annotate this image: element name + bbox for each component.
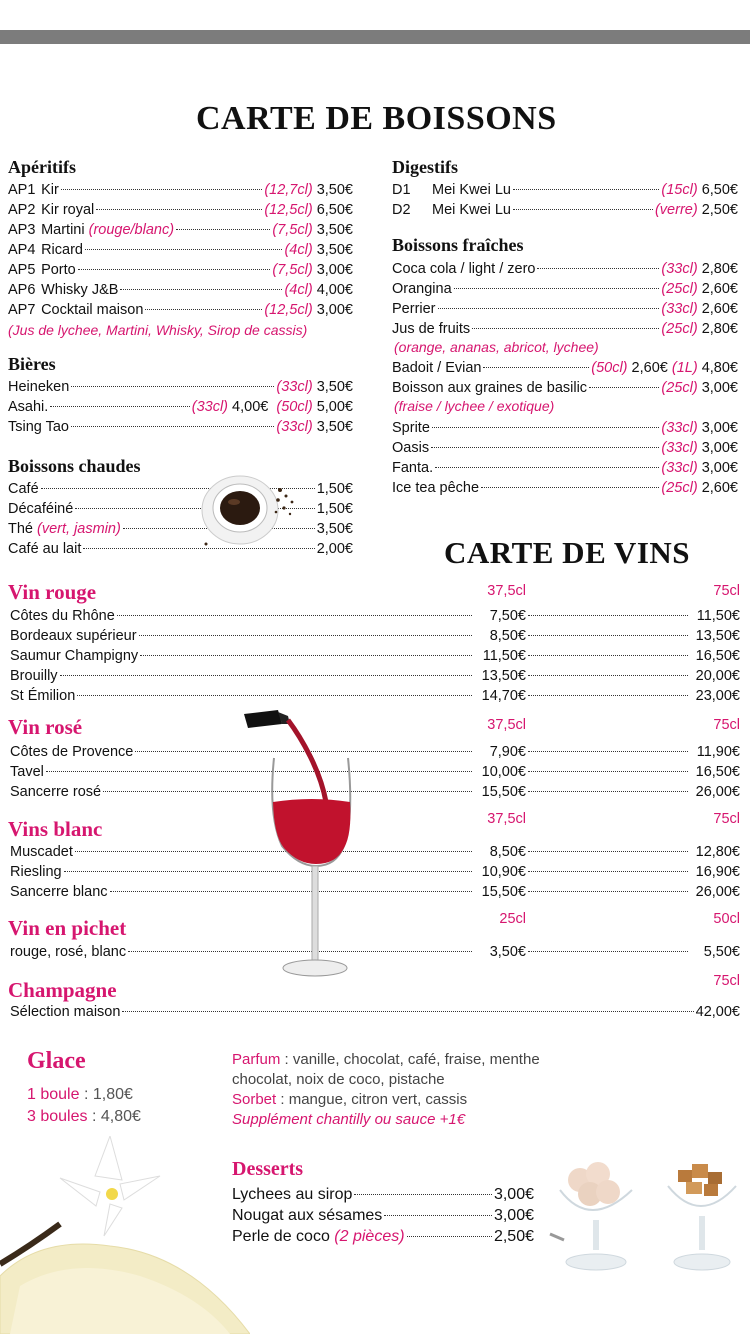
item-volume: (25cl) (661, 480, 698, 496)
dot-leader (528, 791, 688, 792)
item-name: Lychees au sirop (232, 1186, 353, 1203)
aperitif-item (8, 200, 353, 220)
item-name: Thé (8, 521, 33, 537)
item-volume: (25cl) (661, 281, 698, 297)
item-volume: (12,5cl) (264, 202, 313, 218)
vin-rouge-heading: Vin rouge (8, 580, 97, 604)
item-price: 2,60€ (701, 301, 738, 317)
price-small: 8,50€ (489, 628, 526, 644)
wine-item (10, 862, 740, 882)
biere-asahi: Asahi. (33cl) 4,00€ (50cl) 5,00€ (8, 399, 353, 415)
dot-leader (438, 308, 660, 309)
item-code: AP2 (8, 202, 36, 218)
vin-rouge-col1: 37,5cl (487, 583, 526, 599)
price-large: 12,80€ (695, 844, 740, 860)
fraiche-item (392, 458, 738, 478)
dot-leader (354, 1194, 492, 1195)
dot-leader (61, 189, 263, 190)
item-volume: (33cl) (661, 460, 698, 476)
item-code: D1 (392, 182, 411, 198)
aperitifs-note: (Jus de lychee, Martini, Whisky, Sirop de cassis) (8, 322, 308, 338)
dot-leader (384, 1215, 492, 1216)
dot-leader (60, 675, 472, 676)
item-price: 3,00€ (493, 1186, 534, 1203)
digestif-item (392, 200, 738, 220)
item-name: Fanta. (392, 460, 434, 476)
price-large: 16,90€ (695, 864, 740, 880)
price-large: 20,00€ (695, 668, 740, 684)
price-large: 13,50€ (695, 628, 740, 644)
item-price: 3,00€ (316, 262, 353, 278)
vin-rose-col2: 75cl (713, 717, 740, 733)
item-name: Mei Kwei Lu (432, 202, 511, 218)
price-small: 14,70€ (481, 688, 526, 704)
aperitif-item (8, 260, 353, 280)
aperitif-item (8, 280, 353, 300)
dot-leader (528, 695, 688, 696)
fraiche-item (392, 418, 738, 438)
vins-blanc-heading: Vins blanc (8, 817, 103, 841)
dot-leader (140, 655, 472, 656)
item-volume: (25cl) (661, 321, 698, 337)
price-large: 11,50€ (696, 608, 740, 624)
wine-item (10, 646, 740, 666)
aperitif-item (8, 300, 353, 320)
dot-leader (139, 635, 472, 636)
wine-item (10, 606, 740, 626)
item-name: Muscadet (10, 844, 73, 860)
ice-cream-icon (0, 1136, 250, 1334)
dot-leader (432, 427, 660, 428)
item-name: Martini (41, 222, 85, 238)
item-name: Perrier (392, 301, 436, 317)
item-name: Sprite (392, 420, 430, 436)
digestifs-heading: Digestifs (392, 157, 458, 177)
dot-leader (78, 269, 271, 270)
item-volume: (33cl) (661, 301, 698, 317)
item-volume: (12,7cl) (264, 182, 313, 198)
fraiche-item (392, 299, 738, 319)
champagne-heading: Champagne (8, 978, 117, 1002)
dot-leader (528, 655, 688, 656)
dot-leader (431, 447, 659, 448)
item-price: 3,00€ (701, 460, 738, 476)
item-name: Sancerre rosé (10, 784, 102, 800)
item-name: St Émilion (10, 688, 76, 704)
glace-1-boule: 1 boule : 1,80€ (27, 1086, 133, 1103)
price-small: 15,50€ (481, 884, 526, 900)
item-volume: (4cl) (284, 242, 313, 258)
wine-item (10, 882, 740, 902)
item-price: 6,50€ (701, 182, 738, 198)
item-price: 3,50€ (316, 242, 353, 258)
price-small: 8,50€ (489, 844, 526, 860)
dot-leader (77, 695, 472, 696)
wine-item (10, 626, 740, 646)
item-code: AP5 (8, 262, 36, 278)
item-note: (rouge/blanc) (88, 222, 175, 238)
item-volume: (7,5cl) (272, 262, 313, 278)
item-price: 2,50€ (493, 1228, 534, 1245)
aperitifs-heading: Apéritifs (8, 157, 76, 177)
vin-rose-col1: 37,5cl (487, 717, 526, 733)
pichet-col1: 25cl (499, 911, 526, 927)
item-price: 2,50€ (701, 202, 738, 218)
item-name: Coca cola / light / zero (392, 261, 536, 277)
aperitif-item (8, 240, 353, 260)
price-small: 7,90€ (489, 744, 526, 760)
aperitif-item (8, 220, 353, 240)
wine-item (10, 762, 740, 782)
item-price: 3,50€ (316, 182, 353, 198)
price-large: 16,50€ (695, 764, 740, 780)
item-price: 2,60€ (701, 480, 738, 496)
price-small: 11,50€ (482, 648, 526, 664)
jus-note: (orange, ananas, abricot, lychee) (394, 339, 599, 355)
item-name: Bordeaux supérieur (10, 628, 137, 644)
item-name: Sancerre blanc (10, 884, 108, 900)
item-price: 3,50€ (316, 521, 353, 537)
item-name: Kir (41, 182, 59, 198)
item-name: Brouilly (10, 668, 58, 684)
glace-3-boules: 3 boules : 4,80€ (27, 1108, 141, 1125)
dot-leader (528, 851, 688, 852)
dot-leader (407, 1236, 492, 1237)
item-name: Côtes du Rhône (10, 608, 115, 624)
page-title: CARTE DE BOISSONS (196, 100, 557, 137)
fraiche-item (392, 438, 738, 458)
biere-heineken: Heineken (33cl) 3,50€ (8, 379, 353, 395)
dot-leader (472, 328, 659, 329)
price-large: 11,90€ (696, 744, 740, 760)
wine-title: CARTE DE VINS (444, 535, 691, 570)
dessert-cups-icon (540, 1150, 750, 1280)
champagne-col: 75cl (713, 973, 740, 989)
chaudes-heading: Boissons chaudes (8, 456, 141, 476)
dot-leader (145, 309, 262, 310)
basilic-note: (fraise / lychee / exotique) (394, 398, 555, 414)
item-volume: (12,5cl) (264, 302, 313, 318)
item-name: Oasis (392, 440, 430, 456)
vin-rose-heading: Vin rosé (8, 715, 83, 739)
item-price: 4,00€ (316, 282, 353, 298)
wine-item (10, 742, 740, 762)
dot-leader (513, 209, 653, 210)
fraiche-badoit: Badoit / Evian (50cl) 2,60€ (1L) 4,80€ (392, 360, 738, 376)
item-code: AP7 (8, 302, 36, 318)
price-large: 26,00€ (695, 784, 740, 800)
dot-leader (528, 635, 688, 636)
wine-item (10, 842, 740, 862)
dessert-item (232, 1206, 534, 1226)
fraiche-item (392, 279, 738, 299)
dot-leader (528, 891, 688, 892)
item-volume: (33cl) (661, 440, 698, 456)
item-price: 1,50€ (316, 481, 353, 497)
item-volume: (33cl) (661, 261, 698, 277)
price-large: 26,00€ (695, 884, 740, 900)
glace-parfum: Parfum : vanille, chocolat, café, fraise, menthe (232, 1051, 540, 1068)
dot-leader (117, 615, 472, 616)
pichet-heading: Vin en pichet (8, 916, 127, 940)
item-price: 2,00€ (316, 541, 353, 557)
top-bar (0, 30, 750, 44)
item-price: 2,60€ (701, 281, 738, 297)
price-large: 23,00€ (695, 688, 740, 704)
item-price: 3,00€ (493, 1207, 534, 1224)
wine-item (10, 942, 740, 962)
item-code: AP3 (8, 222, 36, 238)
item-price: 3,00€ (701, 420, 738, 436)
item-name: Riesling (10, 864, 62, 880)
dot-leader (528, 771, 688, 772)
price-small: 10,90€ (481, 864, 526, 880)
glace-parfum-2: chocolat, noix de coco, pistache (232, 1071, 445, 1088)
pichet-col2: 50cl (713, 911, 740, 927)
item-price: 3,00€ (316, 302, 353, 318)
item-price: 2,80€ (701, 261, 738, 277)
item-code: AP1 (8, 182, 36, 198)
glace-sorbet: Sorbet : mangue, citron vert, cassis (232, 1091, 468, 1108)
price-small: 15,50€ (481, 784, 526, 800)
dot-leader (120, 289, 282, 290)
dot-leader (435, 467, 659, 468)
item-volume: (7,5cl) (272, 222, 313, 238)
price-large: 16,50€ (695, 648, 740, 664)
item-code: AP4 (8, 242, 36, 258)
item-name: Café (8, 481, 39, 497)
item-name: Cocktail maison (41, 302, 144, 318)
aperitif-item (8, 180, 353, 200)
item-name: Porto (41, 262, 76, 278)
item-volume: (33cl) (661, 420, 698, 436)
vin-rouge-col2: 75cl (713, 583, 740, 599)
dot-leader (528, 675, 688, 676)
item-name: Jus de fruits (392, 321, 471, 337)
fraiche-item (392, 478, 738, 498)
item-price: 6,50€ (316, 202, 353, 218)
dot-leader (537, 268, 659, 269)
wine-item (10, 686, 740, 706)
item-price: 3,50€ (316, 222, 353, 238)
dot-leader (528, 871, 688, 872)
bieres-heading: Bières (8, 354, 56, 374)
item-note: (vert, jasmin) (37, 521, 121, 537)
item-code: AP6 (8, 282, 36, 298)
item-code: D2 (392, 202, 411, 218)
item-note: (2 pièces) (334, 1228, 405, 1245)
dessert-item (232, 1185, 534, 1205)
item-name: Décaféiné (8, 501, 74, 517)
item-name: Perle de coco (232, 1228, 330, 1245)
item-name: Saumur Champigny (10, 648, 139, 664)
fraiche-item (392, 319, 738, 339)
price-small: 13,50€ (481, 668, 526, 684)
dot-leader (513, 189, 659, 190)
champagne-item: Sélection maison 42,00€ (10, 1004, 740, 1020)
item-name: Tavel (10, 764, 44, 780)
price-small: 10,00€ (481, 764, 526, 780)
item-volume: (verre) (654, 202, 698, 218)
item-name: Whisky J&B (41, 282, 119, 298)
glace-supplement: Supplément chantilly ou sauce +1€ (232, 1111, 466, 1128)
price-large: 5,50€ (703, 944, 740, 960)
vins-blanc-col2: 75cl (713, 811, 740, 827)
fraiche-item (392, 259, 738, 279)
digestif-item (392, 180, 738, 200)
item-name: Côtes de Provence (10, 744, 134, 760)
glace-heading: Glace (27, 1048, 86, 1074)
item-volume: (4cl) (284, 282, 313, 298)
item-volume: (15cl) (661, 182, 698, 198)
biere-tsingtao: Tsing Tao (33cl) 3,50€ (8, 419, 353, 435)
item-name: Café au lait (8, 541, 82, 557)
fraiche-basilic: Boisson aux graines de basilic (25cl) 3,00€ (392, 380, 738, 396)
desserts-heading: Desserts (232, 1158, 304, 1180)
dot-leader (528, 751, 688, 752)
dot-leader (85, 249, 283, 250)
dot-leader (176, 229, 270, 230)
dot-leader (96, 209, 262, 210)
price-small: 7,50€ (489, 608, 526, 624)
wine-item (10, 666, 740, 686)
dessert-item (232, 1227, 534, 1247)
item-name: Nougat aux sésames (232, 1207, 383, 1224)
wine-item (10, 782, 740, 802)
price-small: 3,50€ (489, 944, 526, 960)
item-price: 3,00€ (701, 440, 738, 456)
item-name: Ice tea pêche (392, 480, 480, 496)
dot-leader (528, 615, 688, 616)
item-name: Ricard (41, 242, 83, 258)
vins-blanc-col1: 37,5cl (487, 811, 526, 827)
dot-leader (481, 487, 659, 488)
coffee-cup-icon (200, 470, 310, 550)
item-price: 2,80€ (701, 321, 738, 337)
item-name: Mei Kwei Lu (432, 182, 511, 198)
item-name: Kir royal (41, 202, 95, 218)
wine-glass-icon (238, 706, 358, 981)
item-name: rouge, rosé, blanc (10, 944, 127, 960)
fraiches-heading: Boissons fraîches (392, 235, 524, 255)
item-name: Orangina (392, 281, 452, 297)
dot-leader (454, 288, 660, 289)
dot-leader (528, 951, 688, 952)
item-price: 1,50€ (316, 501, 353, 517)
